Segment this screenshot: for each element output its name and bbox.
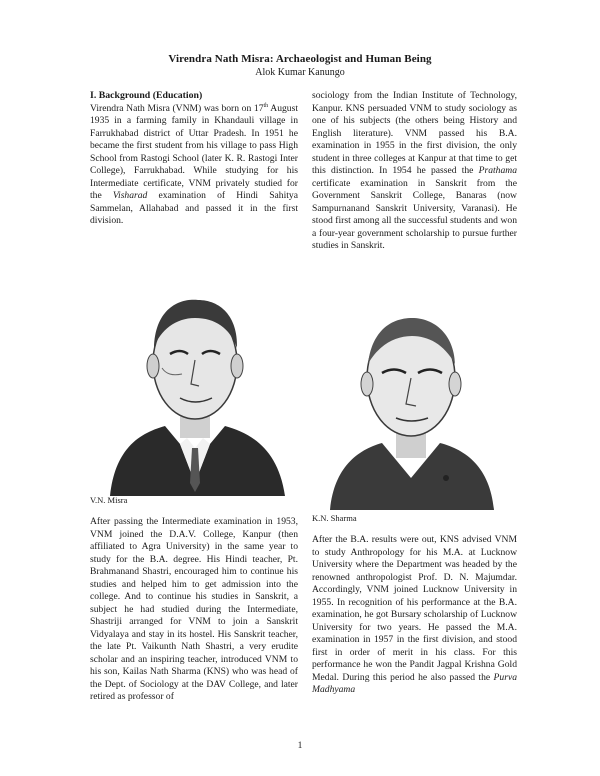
right-column-top — [312, 90, 517, 253]
article-title: Virendra Nath Misra: Archaeologist and Human Being — [168, 53, 432, 65]
paragraph-sociology: sociology from the Indian Institute of Technology, Kanpur. KNS persuaded VNM to study sociology as one of his subjects (the others being History and English literature). VNM passed his B.A. examination in 1955 in the first division, the only student in three colleges at Kanpur at that time to get this distinction. In 1954 he passed the Prathama certificate examination in Sanskrit from the Government Sanskrit College, Banaras (now Sampurnanand Sanskrit University, Varanasi). He stood first among all the successful students and won a four-year government scholarship to pursue further studies in Sanskrit. — [312, 90, 517, 251]
portrait-caption-left: V.N. Misra — [90, 495, 128, 505]
paragraph-lucknow: After the B.A. results were out, KNS advised VNM to study Anthropology for his M.A. at Lucknow University where the Department was headed by the renowned anthropologist Prof. D. N. Majumdar. Accordingly, VNM joined Lucknow University in 1955. In recognition of his performance at the B.A. examination, he got Bursary scholarship of Lucknow University for two years. He passed the M.A. examination in 1957 in the first division, and stood first in order of merit in his class. For this performance he won the Pandit Jagpal Krishna Gold Medal. During this period he also passed the Purva Madhyama — [312, 534, 517, 695]
section-heading: I. Background (Education) — [90, 90, 203, 101]
portrait-vn-misra — [100, 248, 290, 496]
article-author: Alok Kumar Kanungo — [255, 67, 345, 78]
portrait-kn-sharma — [322, 278, 500, 510]
paragraph-birth: Virendra Nath Misra (VNM) was born on 17th August 1935 in a farming family in Khandauli village in Farrukhabad district of Uttar Pradesh. In 1951 he became the first student from his village to pass High School from Rastogi School (later K. R. Rastogi Inter College), Farrukhabad. While studying for his Intermediate certificate, VNM privately studied for the Visharad examination of Hindi Sahitya Sammelan, Allahabad and passed it in the first division. — [90, 102, 298, 226]
portrait-caption-right: K.N. Sharma — [312, 513, 357, 523]
left-column-bottom — [90, 516, 298, 704]
paragraph-dav-college: After passing the Intermediate examination in 1953, VNM joined the D.A.V. College, Kanpur (then affiliated to Agra University) in the same year to study for the B.A. degree. His Hindi teacher, Pt. Brahmanand Shastri, encouraged him to continue his studies and helped him to get admission into the college. And to continue his studies in Sanskrit, a subject he had studied during the Intermediate, Shastriji arranged for VNM to join a Sanskrit Vidyalaya and stay in its hostel. His Sanskrit teacher, the late Pt. Vaikunth Nath Shastri, a very erudite scholar and an inspiring teacher, introduced VNM to his son, Kailas Nath Sharma (KNS) who was head of the Dept. of Sociology at the DAV College, and later retired as professor of — [90, 516, 298, 702]
right-column-bottom — [312, 534, 517, 697]
page-number: 1 — [297, 741, 303, 751]
left-column-top — [90, 90, 298, 228]
